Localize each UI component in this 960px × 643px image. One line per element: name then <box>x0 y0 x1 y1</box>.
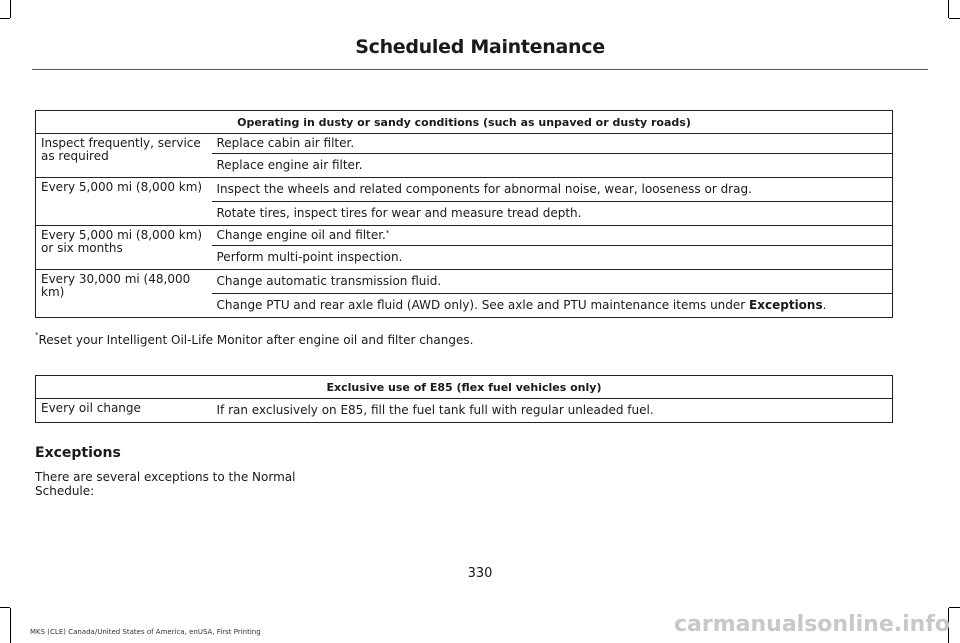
action-cell <box>212 294 893 318</box>
crop-mark <box>10 608 11 643</box>
crop-mark <box>948 0 949 18</box>
crop-mark <box>949 18 960 19</box>
interval-cell: Every 30,000 mi (48,000 km) <box>36 270 212 318</box>
footnote-text: Reset your Intelligent Oil-Life Monitor after engine oil and filter changes. <box>38 333 474 347</box>
interval-cell: Inspect frequently, service as required <box>36 134 212 178</box>
print-footer: MKS (CLE) Canada/United States of America, enUSA, First Printing <box>30 628 261 636</box>
table-title: Operating in dusty or sandy conditions (such as unpaved or dusty roads) <box>36 111 893 134</box>
header-divider <box>32 69 928 70</box>
action-cell <box>212 226 893 246</box>
footnote <box>35 333 473 347</box>
footnote-mark: * <box>385 229 390 237</box>
action-cell: Change automatic transmission fluid. <box>212 270 893 294</box>
body-paragraph: There are several exceptions to the Normal Schedule: <box>35 470 296 498</box>
table-row <box>36 399 893 423</box>
table-title: Exclusive use of E85 (flex fuel vehicles only) <box>36 376 893 399</box>
table-row <box>36 178 893 202</box>
page-number: 330 <box>467 566 493 581</box>
action-cell: Rotate tires, inspect tires for wear and measure tread depth. <box>212 202 893 226</box>
action-cell: Inspect the wheels and related components for abnormal noise, wear, looseness or drag. <box>212 178 893 202</box>
table-row <box>36 270 893 294</box>
page-title: Scheduled Maintenance <box>355 36 605 58</box>
crop-mark <box>0 18 10 19</box>
interval-cell: Every 5,000 mi (8,000 km) <box>36 178 212 226</box>
action-cell: Perform multi-point inspection. <box>212 246 893 270</box>
crop-mark <box>0 607 10 608</box>
action-cell: If ran exclusively on E85, fill the fuel tank full with regular unleaded fuel. <box>212 399 893 423</box>
table-row <box>36 226 893 246</box>
action-text-tail: . <box>822 298 827 312</box>
table-row <box>36 134 893 154</box>
exceptions-link[interactable]: Exceptions <box>749 298 823 312</box>
action-text: Change PTU and rear axle fluid (AWD only). See axle and PTU maintenance items under <box>216 298 750 312</box>
watermark-logo: carmanualsonline.info <box>674 612 950 637</box>
dusty-conditions-table <box>35 110 893 318</box>
footnote-mark: * <box>35 331 39 339</box>
e85-table <box>35 375 893 423</box>
crop-mark <box>949 607 960 608</box>
interval-cell: Every oil change <box>36 399 212 423</box>
action-cell: Replace cabin air filter. <box>212 134 893 154</box>
interval-cell: Every 5,000 mi (8,000 km) or six months <box>36 226 212 270</box>
section-heading: Exceptions <box>35 445 121 461</box>
crop-mark <box>10 0 11 18</box>
action-text: Change engine oil and filter. <box>216 228 386 242</box>
action-cell: Replace engine air filter. <box>212 154 893 178</box>
